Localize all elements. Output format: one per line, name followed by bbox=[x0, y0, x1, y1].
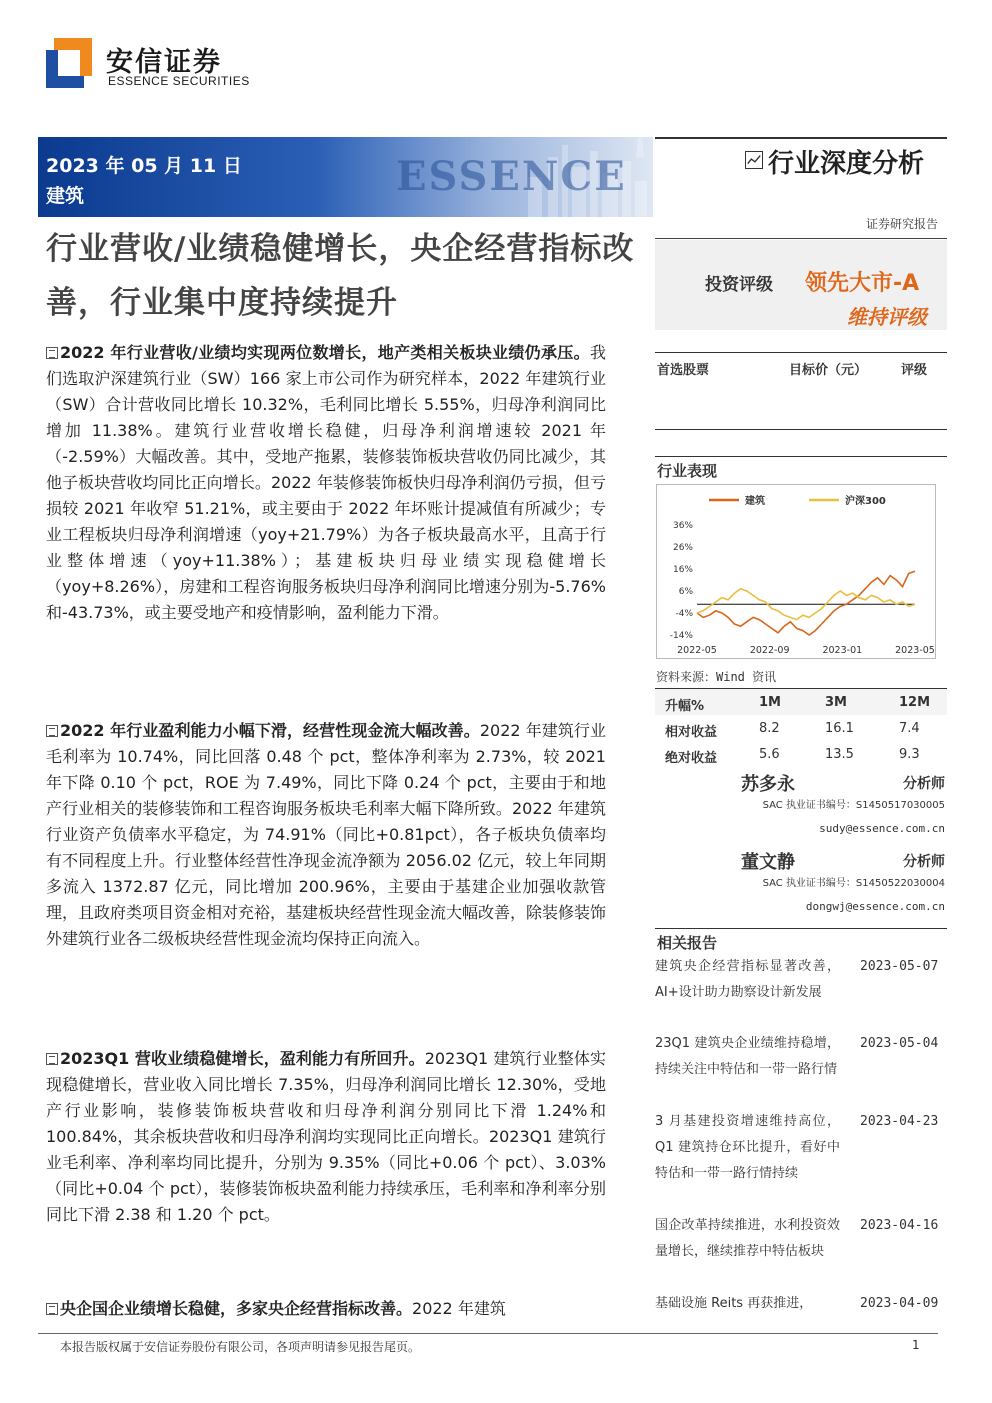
report-subtitle: 证券研究报告 bbox=[865, 217, 938, 231]
logo-mark-icon bbox=[46, 38, 92, 88]
report-title: 行业营收/业绩稳健增长，央企经营指标改善，行业集中度持续提升 bbox=[46, 231, 635, 321]
paragraph-revenue bbox=[46, 340, 606, 626]
picks-col-stock: 首选股票 bbox=[657, 363, 710, 378]
related-report-item[interactable] bbox=[655, 1213, 947, 1265]
paragraph-lead: 2022 年行业营收/业绩均实现两位数增长，地产类相关板块业绩仍承压。 bbox=[60, 343, 590, 362]
logo-text-en: ESSENCE SECURITIES bbox=[108, 74, 250, 88]
paragraph-body: 2022 年建筑 bbox=[412, 1299, 506, 1318]
footer-disclaimer: 本报告版权属于安信证券股份有限公司，各项声明请参见报告尾页。 bbox=[60, 1340, 421, 1354]
bullet-box-icon bbox=[46, 725, 58, 737]
table-header-cell: 1M bbox=[759, 695, 781, 710]
bullet-box-icon bbox=[46, 1053, 58, 1065]
report-date: 2023 年 05 月 11 日 bbox=[46, 155, 242, 177]
table-row bbox=[655, 741, 947, 767]
table-header-cell: 3M bbox=[825, 695, 847, 710]
header-banner bbox=[38, 137, 653, 217]
picks-col-target: 目标价（元） bbox=[789, 363, 868, 378]
related-report-title[interactable]: 3 月基建投资增速维持高位，Q1 建筑持仓环比提升，看好中特估和一带一路行情持续 bbox=[655, 1114, 840, 1181]
rating-box bbox=[655, 240, 947, 330]
title-divider bbox=[655, 238, 947, 239]
table-header-cell: 升幅% bbox=[665, 699, 705, 714]
y-tick-label: 26% bbox=[672, 543, 693, 553]
analyst-cert: SAC 执业证书编号：S1450522030004 bbox=[762, 878, 945, 889]
y-tick-label: -14% bbox=[669, 631, 693, 641]
x-tick-label: 2023-05 bbox=[895, 645, 935, 656]
paragraph-profitability bbox=[46, 718, 606, 952]
analyst-name: 董文静 bbox=[741, 852, 795, 873]
paragraph-lead: 央企国企业绩增长稳健，多家央企经营指标改善。 bbox=[60, 1299, 413, 1318]
table-cell: 相对收益 bbox=[665, 725, 718, 740]
table-header-row bbox=[655, 689, 947, 715]
analyst-role: 分析师 bbox=[903, 776, 945, 792]
related-report-item[interactable] bbox=[655, 1031, 947, 1083]
trend-chart-icon bbox=[745, 151, 763, 169]
paragraph-2023q1 bbox=[46, 1046, 606, 1228]
table-header-cell: 12M bbox=[899, 695, 931, 710]
paragraph-body: 2023Q1 建筑行业整体实现稳健增长，营业收入同比增长 7.35%，归母净利润同比增长 12.30%，受地产行业影响，装修装饰板块营收和归母净利润分别同比下滑 1.24%和 100.84%，其余板块营收和归母净利润均实现同比正向增长。2023Q1 建筑行业毛利率、净利率均同比提升，分别为 9.35%（同比+0.06 个 pct）、3.03%（同比+0.04 个 pct），装修装饰板块盈利能力持续承压，毛利率和净利率分别同比下滑 2.38 和 1.20 个 pct。 bbox=[46, 1049, 606, 1224]
y-tick-label: 36% bbox=[672, 521, 693, 531]
related-report-date: 2023-04-09 bbox=[860, 1296, 939, 1311]
related-report-date: 2023-05-07 bbox=[860, 959, 939, 974]
y-tick-label: 16% bbox=[672, 565, 693, 575]
bullet-box-icon bbox=[46, 347, 58, 359]
picks-col-rating: 评级 bbox=[901, 363, 928, 378]
table-cell: 8.2 bbox=[759, 721, 780, 736]
paragraph-lead: 2022 年行业盈利能力小幅下滑，经营性现金流大幅改善。 bbox=[60, 721, 480, 740]
company-logo bbox=[46, 38, 266, 94]
rating-value: 领先大市-A bbox=[805, 271, 920, 296]
performance-chart bbox=[656, 484, 936, 659]
table-cell: 9.3 bbox=[899, 747, 920, 762]
bullet-box-icon bbox=[46, 1303, 58, 1315]
legend-label: 建筑 bbox=[745, 496, 765, 507]
page-number: 1 bbox=[912, 1338, 920, 1352]
table-cell: 16.1 bbox=[825, 721, 854, 736]
rating-label: 投资评级 bbox=[705, 275, 773, 295]
paragraph-soe bbox=[46, 1296, 606, 1322]
x-tick-label: 2023-01 bbox=[822, 645, 863, 656]
related-report-title[interactable]: 建筑央企经营指标显著改善，AI+设计助力勘察设计新发展 bbox=[655, 959, 840, 1000]
analyst-email[interactable]: sudy@essence.com.cn bbox=[819, 822, 945, 835]
report-type: 行业深度分析 bbox=[768, 149, 925, 179]
table-cell: 7.4 bbox=[899, 721, 920, 736]
related-report-title[interactable]: 基础设施 Reits 再获推进， bbox=[655, 1296, 813, 1311]
table-row bbox=[655, 715, 947, 741]
related-report-title[interactable]: 23Q1 建筑央企业绩维持稳增，持续关注中特估和一带一路行情 bbox=[655, 1036, 840, 1077]
analyst-email[interactable]: dongwj@essence.com.cn bbox=[805, 900, 945, 913]
related-reports-title: 相关报告 bbox=[655, 928, 947, 954]
rating-change: 维持评级 bbox=[847, 305, 927, 329]
analyst-role: 分析师 bbox=[903, 854, 945, 870]
report-sector: 建筑 bbox=[46, 185, 85, 207]
stock-picks-header bbox=[655, 352, 947, 376]
x-tick-label: 2022-09 bbox=[749, 645, 790, 656]
report-type-header bbox=[655, 137, 947, 193]
table-cell: 13.5 bbox=[825, 747, 854, 762]
table-cell: 5.6 bbox=[759, 747, 780, 762]
table-cell: 绝对收益 bbox=[665, 751, 718, 766]
stock-picks-body bbox=[655, 376, 947, 430]
paragraph-body: 我们选取沪深建筑行业（SW）166 家上市公司作为研究样本，2022 年建筑行业（SW）合计营收同比增长 10.32%，毛利同比增长 5.55%，归母净利润同比增加 11.38%。建筑行业营收增长稳健，归母净利润增速较 2021 年（-2.59%）大幅改善。其中，受地产拖累，装修装饰板块营收仍同比减少，其他子板块营收均同比正向增长。2022 年装修装饰板快归母净利润仍亏损，但亏损较 2021 年收窄 51.21%，或主要由于 2022 年坏账计提减值有所减少；专业工程板块归母净利润增速（yoy+21.79%）为各子板块最高水平，且高于行业整体增速（yoy+11.38%）；基建板块归母业绩实现稳健增长（yoy+8.26%），房建和工程咨询服务板块归母净利润同比增速分别为-5.76%和-43.73%，或主要受地产和疫情影响，盈利能力下滑。 bbox=[46, 343, 606, 622]
related-report-item[interactable] bbox=[655, 1291, 947, 1317]
chart-source: 资料来源：Wind 资讯 bbox=[656, 670, 777, 684]
related-report-date: 2023-04-23 bbox=[860, 1114, 939, 1129]
related-report-title[interactable]: 国企改革持续推进，水利投资效量增长，继续推荐中特估板块 bbox=[655, 1218, 840, 1259]
legend-label: 沪深300 bbox=[845, 496, 886, 507]
related-report-date: 2023-05-04 bbox=[860, 1036, 939, 1051]
analyst-cert: SAC 执业证书编号：S1450517030005 bbox=[762, 800, 945, 811]
y-tick-label: -4% bbox=[675, 609, 693, 619]
related-report-date: 2023-04-16 bbox=[860, 1218, 939, 1233]
paragraph-lead: 2023Q1 营收业绩稳健增长，盈利能力有所回升。 bbox=[60, 1049, 425, 1068]
x-tick-label: 2022-05 bbox=[677, 645, 717, 656]
footer-divider bbox=[38, 1333, 938, 1334]
related-report-item[interactable] bbox=[655, 1109, 947, 1187]
paragraph-body: 2022 年建筑行业毛利率为 10.74%，同比回落 0.48 个 pct，整体净利率为 2.73%，较 2021 年下降 0.10 个 pct，ROE 为 7.49%，同比下降 0.24 个 pct，主要由于和地产行业相关的装修装饰和工程咨询服务板块毛利率大幅下降所致。2022 年建筑行业资产负债率水平稳定，为 74.91%（同比+0.81pct），各子板块负债率均有不同程度上升。行业整体经营性净现金流净额为 2056.02 亿元，较上年同期多流入 1372.87 亿元，同比增加 200.96%，主要由于基建企业加强收款管理，且政府类项目资金相对充裕，基建板块经营性现金流大幅改善，除装修装饰外建筑行业各二级板块经营性现金流均保持正向流入。 bbox=[46, 721, 607, 948]
y-tick-label: 6% bbox=[678, 587, 693, 597]
analyst-name: 苏多永 bbox=[741, 774, 795, 795]
banner-watermark: ESSENCE bbox=[396, 153, 627, 200]
logo-text-cn: 安信证券 bbox=[106, 47, 222, 78]
industry-performance-title: 行业表现 bbox=[655, 456, 947, 482]
series-line bbox=[697, 571, 915, 635]
performance-table bbox=[655, 688, 947, 767]
related-report-item[interactable] bbox=[655, 954, 947, 1006]
performance-chart-svg bbox=[657, 485, 937, 660]
